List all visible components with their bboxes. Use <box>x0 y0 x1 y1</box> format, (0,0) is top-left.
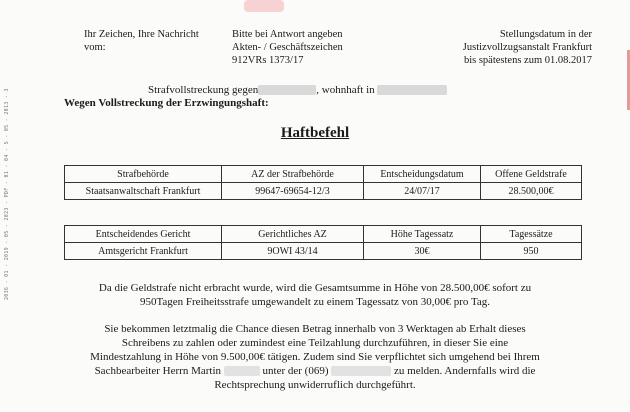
table-cell: 28.500,00€ <box>481 183 582 200</box>
file-number: 912VRs 1373/17 <box>232 55 304 66</box>
header-deadline-column <box>463 28 592 67</box>
redacted-phone <box>331 366 391 376</box>
table-header: Strafbehörde <box>65 166 222 183</box>
table-header: Höhe Tagessatz <box>364 226 481 243</box>
table-header: Entscheidungsdatum <box>364 166 481 183</box>
report-instruction: zu melden. Andernfalls wird die <box>394 365 536 377</box>
table-cell: 950 <box>481 243 582 260</box>
redacted-surname <box>224 366 260 376</box>
table-cell: Amtsgericht Frankfurt <box>65 243 222 260</box>
court-table <box>64 225 582 260</box>
document-title: Haftbefehl <box>280 125 350 141</box>
table-row <box>65 243 582 260</box>
header-label: Ihr Zeichen, Ihre Nachricht <box>84 29 199 40</box>
table-cell: 24/07/17 <box>364 183 481 200</box>
table-header: Gerichtliches AZ <box>222 226 364 243</box>
payment-paragraph <box>30 322 600 392</box>
residence-label: , wohnhaft in <box>316 84 375 96</box>
authority-table <box>64 165 582 200</box>
header-label: Stellungsdatum in der <box>499 29 592 40</box>
stamp-mark <box>244 0 284 12</box>
enforcement-label: Strafvollstreckung gegen <box>148 84 259 96</box>
table-header-row <box>65 166 582 183</box>
table-row <box>65 183 582 200</box>
header-label: Akten- / Geschäftszeichen <box>232 42 343 53</box>
table-header: AZ der Strafbehörde <box>222 166 364 183</box>
header-label: vom: <box>84 42 106 53</box>
redacted-name <box>258 85 316 95</box>
clerk-name: Sachbearbeiter Herrn Martin <box>94 365 222 377</box>
table-header: Entscheidendes Gericht <box>65 226 222 243</box>
paragraph-line: Da die Geldstrafe nicht erbracht wurde, wird die Gesamtsumme in Höhe von 28.500,00€ sofort zu <box>98 282 532 294</box>
header-label: Bitte bei Antwort angeben <box>232 29 343 40</box>
header-label: Justizvollzugsanstalt Frankfurt <box>462 42 592 53</box>
paragraph-line: Schreibens zu zahlen oder zumindest eine Teilzahlung durchzuführen, in dieser Sie eine <box>121 337 509 349</box>
table-cell: 99647-69654-12/3 <box>222 183 364 200</box>
phone-label: unter der (069) <box>262 365 329 377</box>
paragraph-line: Mindestzahlung in Höhe von 9.500,00€ tätigen. Zudem sind Sie verpflichtet sich umgehend bei Ihrem <box>90 351 540 363</box>
table-cell: Staatsanwaltschaft Frankfurt <box>65 183 222 200</box>
subject-line: Wegen Vollstreckung der Erzwingungshaft: <box>64 97 269 109</box>
header-reference-column <box>84 28 199 54</box>
header-file-number-column <box>232 28 343 67</box>
contact-line <box>30 364 600 378</box>
margin-reference: 2036 - 01 - 2019 - 05 - 2023 - PDF - 01 - 04 - S - 05 - 2013 - 3 <box>4 88 10 300</box>
paragraph-line: Rechtsprechung unwiderruflich durchgeführt. <box>214 379 416 391</box>
table-header: Tagessätze <box>481 226 582 243</box>
enforcement-line <box>148 84 447 96</box>
conversion-paragraph <box>30 281 600 309</box>
paragraph-line: 950Tagen Freiheitsstrafe umgewandelt zu einem Tagessatz von 30,00€ pro Tag. <box>139 296 491 308</box>
table-cell: 9OWI 43/14 <box>222 243 364 260</box>
deadline: bis spätestens zum 01.08.2017 <box>463 55 592 66</box>
paragraph-line: Sie bekommen letztmalig die Chance diesen Betrag innerhalb von 3 Werktagen ab Erhalt dieses <box>104 323 526 335</box>
table-header-row <box>65 226 582 243</box>
table-header: Offene Geldstrafe <box>481 166 582 183</box>
table-cell: 30€ <box>364 243 481 260</box>
redacted-address <box>377 85 447 95</box>
